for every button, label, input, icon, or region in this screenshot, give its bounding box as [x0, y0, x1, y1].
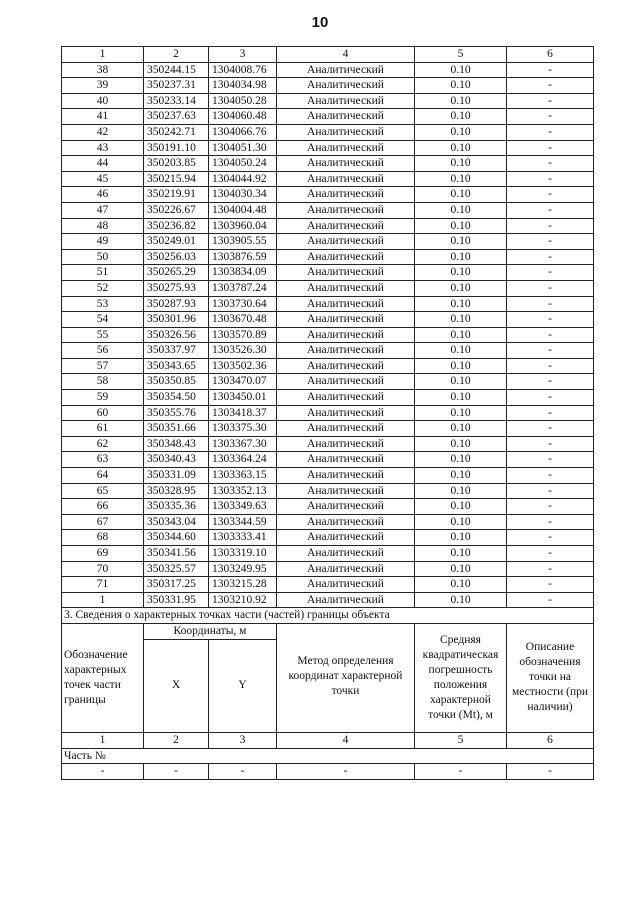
accuracy-cell: 0.10 [415, 296, 507, 312]
method-cell: Аналитический [277, 156, 415, 172]
table-row [62, 546, 594, 562]
x-coordinate-cell: 350256.03 [144, 249, 209, 265]
column-number: 2 [144, 47, 209, 63]
x-header: X [144, 639, 209, 732]
method-cell: Аналитический [277, 78, 415, 94]
point-number-cell: 43 [62, 140, 144, 156]
x-coordinate-cell: 350348.43 [144, 436, 209, 452]
x-coordinate-cell: 350355.76 [144, 405, 209, 421]
point-number-cell: 67 [62, 514, 144, 530]
table-row [62, 592, 594, 608]
table-row [62, 93, 594, 109]
table-row [62, 514, 594, 530]
column-number: 6 [507, 47, 594, 63]
point-number-cell: 58 [62, 374, 144, 390]
table-row [62, 249, 594, 265]
y-coordinate-cell: 1303210.92 [209, 592, 277, 608]
y-coordinate-cell: 1303730.64 [209, 296, 277, 312]
description-cell: - [507, 390, 594, 406]
column-number: 3 [209, 47, 277, 63]
table-row [62, 62, 594, 78]
point-number-cell: 55 [62, 327, 144, 343]
table-row [62, 218, 594, 234]
point-number-cell: 50 [62, 249, 144, 265]
point-number-cell: 44 [62, 156, 144, 172]
table-row [62, 265, 594, 281]
method-cell: Аналитический [277, 296, 415, 312]
description-cell: - [507, 187, 594, 203]
column-number: 4 [277, 732, 415, 748]
table-row [62, 374, 594, 390]
section-number-row [62, 732, 594, 748]
point-number-cell: 62 [62, 436, 144, 452]
description-cell: - [507, 436, 594, 452]
x-coordinate-cell: 350236.82 [144, 218, 209, 234]
y-coordinate-cell: 1304066.76 [209, 124, 277, 140]
y-coordinate-cell: 1303363.15 [209, 468, 277, 484]
point-number-cell: 49 [62, 234, 144, 250]
x-coordinate-cell: 350242.71 [144, 124, 209, 140]
point-number-cell: 47 [62, 202, 144, 218]
accuracy-cell: 0.10 [415, 202, 507, 218]
x-coordinate-cell: 350317.25 [144, 577, 209, 593]
description-cell: - [507, 109, 594, 125]
table-row [62, 327, 594, 343]
method-cell: Аналитический [277, 62, 415, 78]
table-row [62, 421, 594, 437]
description-cell: - [507, 421, 594, 437]
empty-cell: - [277, 764, 415, 780]
description-cell: - [507, 62, 594, 78]
table-row [62, 530, 594, 546]
x-coordinate-cell: 350215.94 [144, 171, 209, 187]
x-coordinate-cell: 350203.85 [144, 156, 209, 172]
y-coordinate-cell: 1303319.10 [209, 546, 277, 562]
description-cell: - [507, 577, 594, 593]
y-coordinate-cell: 1303502.36 [209, 358, 277, 374]
section-title: 3. Сведения о характерных точках части (частей) границы объекта [62, 608, 594, 624]
y-coordinate-cell: 1303526.30 [209, 343, 277, 359]
y-coordinate-cell: 1303364.24 [209, 452, 277, 468]
table-row [62, 187, 594, 203]
x-coordinate-cell: 350249.01 [144, 234, 209, 250]
point-number-cell: 39 [62, 78, 144, 94]
y-coordinate-cell: 1303249.95 [209, 561, 277, 577]
column-number-row [62, 47, 594, 63]
accuracy-cell: 0.10 [415, 78, 507, 94]
x-coordinate-cell: 350325.57 [144, 561, 209, 577]
point-number-cell: 69 [62, 546, 144, 562]
point-number-cell: 56 [62, 343, 144, 359]
description-cell: - [507, 78, 594, 94]
table-row [62, 343, 594, 359]
table-row [62, 202, 594, 218]
method-cell: Аналитический [277, 514, 415, 530]
column-number: 1 [62, 47, 144, 63]
y-coordinate-cell: 1303670.48 [209, 312, 277, 328]
accuracy-cell: 0.10 [415, 124, 507, 140]
column-number: 2 [144, 732, 209, 748]
table-row [62, 452, 594, 468]
x-coordinate-cell: 350191.10 [144, 140, 209, 156]
description-cell: - [507, 561, 594, 577]
empty-row [62, 764, 594, 780]
x-coordinate-cell: 350237.63 [144, 109, 209, 125]
x-coordinate-cell: 350331.09 [144, 468, 209, 484]
accuracy-cell: 0.10 [415, 140, 507, 156]
method-cell: Аналитический [277, 140, 415, 156]
point-number-cell: 61 [62, 421, 144, 437]
point-number-cell: 41 [62, 109, 144, 125]
description-cell: - [507, 374, 594, 390]
method-cell: Аналитический [277, 124, 415, 140]
description-cell: - [507, 140, 594, 156]
table-row [62, 109, 594, 125]
y-coordinate-cell: 1303344.59 [209, 514, 277, 530]
y-coordinate-cell: 1303905.55 [209, 234, 277, 250]
table-row [62, 561, 594, 577]
method-cell: Аналитический [277, 312, 415, 328]
description-cell: - [507, 265, 594, 281]
description-cell: - [507, 124, 594, 140]
point-number-cell: 53 [62, 296, 144, 312]
y-coordinate-cell: 1303215.28 [209, 577, 277, 593]
description-cell: - [507, 171, 594, 187]
accuracy-cell: 0.10 [415, 405, 507, 421]
point-number-cell: 71 [62, 577, 144, 593]
y-coordinate-cell: 1304034.98 [209, 78, 277, 94]
y-coordinate-cell: 1303570.89 [209, 327, 277, 343]
description-cell: - [507, 296, 594, 312]
method-cell: Аналитический [277, 171, 415, 187]
empty-cell: - [144, 764, 209, 780]
accuracy-cell: 0.10 [415, 374, 507, 390]
x-coordinate-cell: 350354.50 [144, 390, 209, 406]
accuracy-cell: 0.10 [415, 93, 507, 109]
description-cell: - [507, 592, 594, 608]
column-number: 5 [415, 47, 507, 63]
accuracy-cell: 0.10 [415, 561, 507, 577]
method-cell: Аналитический [277, 202, 415, 218]
table-row [62, 171, 594, 187]
method-cell: Аналитический [277, 93, 415, 109]
column-number: 4 [277, 47, 415, 63]
description-cell: - [507, 514, 594, 530]
column-number: 5 [415, 732, 507, 748]
accuracy-cell: 0.10 [415, 468, 507, 484]
method-cell: Аналитический [277, 280, 415, 296]
method-cell: Аналитический [277, 390, 415, 406]
method-cell: Аналитический [277, 561, 415, 577]
method-cell: Аналитический [277, 265, 415, 281]
method-cell: Аналитический [277, 530, 415, 546]
x-coordinate-cell: 350244.15 [144, 62, 209, 78]
method-cell: Аналитический [277, 327, 415, 343]
x-coordinate-cell: 350337.97 [144, 343, 209, 359]
x-coordinate-cell: 350265.29 [144, 265, 209, 281]
empty-cell: - [507, 764, 594, 780]
accuracy-header: Средняя квадратическая погрешность положения характерной точки (Mt), м [415, 623, 507, 732]
table-row [62, 468, 594, 484]
description-cell: - [507, 405, 594, 421]
point-number-cell: 66 [62, 499, 144, 515]
table-row [62, 140, 594, 156]
point-designation-header: Обозначение характерных точек части границы [62, 623, 144, 732]
x-coordinate-cell: 350340.43 [144, 452, 209, 468]
y-coordinate-cell: 1304051.30 [209, 140, 277, 156]
method-cell: Аналитический [277, 421, 415, 437]
part-row [62, 748, 594, 764]
method-cell: Аналитический [277, 218, 415, 234]
method-cell: Аналитический [277, 358, 415, 374]
point-number-cell: 60 [62, 405, 144, 421]
accuracy-cell: 0.10 [415, 421, 507, 437]
section-header-row [62, 623, 594, 639]
accuracy-cell: 0.10 [415, 452, 507, 468]
accuracy-cell: 0.10 [415, 514, 507, 530]
x-coordinate-cell: 350331.95 [144, 592, 209, 608]
method-cell: Аналитический [277, 468, 415, 484]
empty-cell: - [415, 764, 507, 780]
description-cell: - [507, 218, 594, 234]
accuracy-cell: 0.10 [415, 249, 507, 265]
x-coordinate-cell: 350335.36 [144, 499, 209, 515]
description-cell: - [507, 358, 594, 374]
method-cell: Аналитический [277, 483, 415, 499]
accuracy-cell: 0.10 [415, 343, 507, 359]
accuracy-cell: 0.10 [415, 234, 507, 250]
point-number-cell: 59 [62, 390, 144, 406]
point-number-cell: 48 [62, 218, 144, 234]
point-number-cell: 70 [62, 561, 144, 577]
y-coordinate-cell: 1304030.34 [209, 187, 277, 203]
accuracy-cell: 0.10 [415, 483, 507, 499]
y-coordinate-cell: 1303834.09 [209, 265, 277, 281]
description-cell: - [507, 280, 594, 296]
x-coordinate-cell: 350287.93 [144, 296, 209, 312]
table-row [62, 405, 594, 421]
method-cell: Аналитический [277, 374, 415, 390]
description-cell: - [507, 312, 594, 328]
accuracy-cell: 0.10 [415, 499, 507, 515]
x-coordinate-cell: 350275.93 [144, 280, 209, 296]
table-row [62, 234, 594, 250]
accuracy-cell: 0.10 [415, 156, 507, 172]
x-coordinate-cell: 350226.67 [144, 202, 209, 218]
description-cell: - [507, 452, 594, 468]
coordinates-header: Координаты, м [144, 623, 277, 639]
y-coordinate-cell: 1303450.01 [209, 390, 277, 406]
description-cell: - [507, 156, 594, 172]
y-coordinate-cell: 1304050.28 [209, 93, 277, 109]
table-row [62, 483, 594, 499]
accuracy-cell: 0.10 [415, 171, 507, 187]
method-cell: Аналитический [277, 249, 415, 265]
description-cell: - [507, 202, 594, 218]
point-number-cell: 45 [62, 171, 144, 187]
x-coordinate-cell: 350351.66 [144, 421, 209, 437]
table-row [62, 499, 594, 515]
y-coordinate-cell: 1304060.48 [209, 109, 277, 125]
y-coordinate-cell: 1304050.24 [209, 156, 277, 172]
x-coordinate-cell: 350343.65 [144, 358, 209, 374]
point-number-cell: 64 [62, 468, 144, 484]
point-number-cell: 52 [62, 280, 144, 296]
column-number: 6 [507, 732, 594, 748]
y-coordinate-cell: 1303470.07 [209, 374, 277, 390]
table-row [62, 577, 594, 593]
description-cell: - [507, 249, 594, 265]
point-number-cell: 38 [62, 62, 144, 78]
x-coordinate-cell: 350219.91 [144, 187, 209, 203]
table-row [62, 390, 594, 406]
method-cell: Аналитический [277, 343, 415, 359]
table-row [62, 312, 594, 328]
point-number-cell: 42 [62, 124, 144, 140]
description-cell: - [507, 483, 594, 499]
y-coordinate-cell: 1303418.37 [209, 405, 277, 421]
description-cell: - [507, 234, 594, 250]
table-row [62, 156, 594, 172]
table-row [62, 296, 594, 312]
section-title-row [62, 608, 594, 624]
empty-cell: - [62, 764, 144, 780]
x-coordinate-cell: 350350.85 [144, 374, 209, 390]
description-cell: - [507, 468, 594, 484]
accuracy-cell: 0.10 [415, 218, 507, 234]
accuracy-cell: 0.10 [415, 265, 507, 281]
y-coordinate-cell: 1303352.13 [209, 483, 277, 499]
point-number-cell: 40 [62, 93, 144, 109]
accuracy-cell: 0.10 [415, 280, 507, 296]
x-coordinate-cell: 350328.95 [144, 483, 209, 499]
x-coordinate-cell: 350301.96 [144, 312, 209, 328]
accuracy-cell: 0.10 [415, 436, 507, 452]
y-coordinate-cell: 1303367.30 [209, 436, 277, 452]
point-number-cell: 65 [62, 483, 144, 499]
description-header: Описание обозначения точки на местности (при наличии) [507, 623, 594, 732]
method-cell: Аналитический [277, 436, 415, 452]
accuracy-cell: 0.10 [415, 312, 507, 328]
accuracy-cell: 0.10 [415, 187, 507, 203]
coordinates-table [61, 46, 594, 780]
y-coordinate-cell: 1303333.41 [209, 530, 277, 546]
method-cell: Аналитический [277, 109, 415, 125]
point-number-cell: 46 [62, 187, 144, 203]
description-cell: - [507, 327, 594, 343]
y-coordinate-cell: 1303375.30 [209, 421, 277, 437]
accuracy-cell: 0.10 [415, 592, 507, 608]
column-number: 1 [62, 732, 144, 748]
table-row [62, 358, 594, 374]
point-number-cell: 51 [62, 265, 144, 281]
method-cell: Аналитический [277, 577, 415, 593]
method-header: Метод определения координат характерной точки [277, 623, 415, 732]
x-coordinate-cell: 350237.31 [144, 78, 209, 94]
point-number-cell: 1 [62, 592, 144, 608]
point-number-cell: 57 [62, 358, 144, 374]
table-row [62, 78, 594, 94]
y-header: Y [209, 639, 277, 732]
method-cell: Аналитический [277, 187, 415, 203]
description-cell: - [507, 530, 594, 546]
method-cell: Аналитический [277, 499, 415, 515]
accuracy-cell: 0.10 [415, 62, 507, 78]
point-number-cell: 63 [62, 452, 144, 468]
table-row [62, 124, 594, 140]
x-coordinate-cell: 350326.56 [144, 327, 209, 343]
y-coordinate-cell: 1304008.76 [209, 62, 277, 78]
y-coordinate-cell: 1303787.24 [209, 280, 277, 296]
point-number-cell: 68 [62, 530, 144, 546]
y-coordinate-cell: 1303876.59 [209, 249, 277, 265]
accuracy-cell: 0.10 [415, 546, 507, 562]
method-cell: Аналитический [277, 234, 415, 250]
y-coordinate-cell: 1304004.48 [209, 202, 277, 218]
description-cell: - [507, 93, 594, 109]
x-coordinate-cell: 350344.60 [144, 530, 209, 546]
column-number: 3 [209, 732, 277, 748]
point-number-cell: 54 [62, 312, 144, 328]
method-cell: Аналитический [277, 546, 415, 562]
page-number: 10 [311, 14, 329, 31]
accuracy-cell: 0.10 [415, 358, 507, 374]
y-coordinate-cell: 1304044.92 [209, 171, 277, 187]
accuracy-cell: 0.10 [415, 109, 507, 125]
y-coordinate-cell: 1303349.63 [209, 499, 277, 515]
description-cell: - [507, 343, 594, 359]
description-cell: - [507, 546, 594, 562]
x-coordinate-cell: 350233.14 [144, 93, 209, 109]
y-coordinate-cell: 1303960.04 [209, 218, 277, 234]
part-label: Часть № [62, 748, 594, 764]
accuracy-cell: 0.10 [415, 390, 507, 406]
accuracy-cell: 0.10 [415, 577, 507, 593]
table-row [62, 436, 594, 452]
method-cell: Аналитический [277, 452, 415, 468]
method-cell: Аналитический [277, 592, 415, 608]
table-row [62, 280, 594, 296]
description-cell: - [507, 499, 594, 515]
accuracy-cell: 0.10 [415, 530, 507, 546]
x-coordinate-cell: 350343.04 [144, 514, 209, 530]
x-coordinate-cell: 350341.56 [144, 546, 209, 562]
empty-cell: - [209, 764, 277, 780]
accuracy-cell: 0.10 [415, 327, 507, 343]
method-cell: Аналитический [277, 405, 415, 421]
